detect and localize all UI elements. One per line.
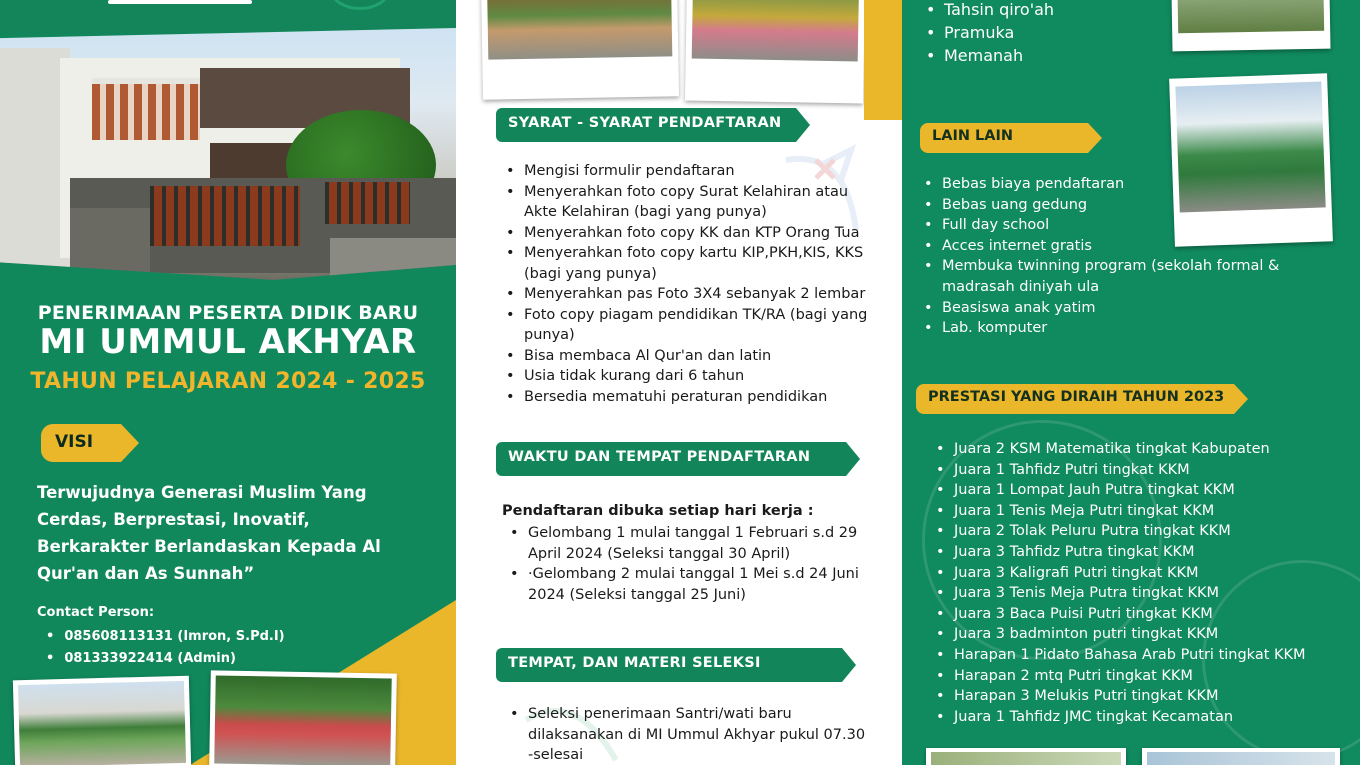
waktu-title: WAKTU DAN TEMPAT PENDAFTARAN <box>508 449 811 465</box>
waktu-list <box>504 523 864 605</box>
list-item: • Tahsin qiro'ah <box>920 0 1054 21</box>
waktu-intro: Pendaftaran dibuka setiap hari kerja : <box>502 503 814 519</box>
list-item: • ·Gelombang 2 mulai tanggal 1 Mei s.d 24 Juni 2024 (Seleksi tanggal 25 Juni) <box>504 564 864 605</box>
top-divider <box>108 0 252 4</box>
list-item: • Juara 3 Baca Puisi Putri tingkat KKM <box>930 604 1350 625</box>
photo-content <box>1147 752 1335 765</box>
contact-list <box>46 626 285 670</box>
list-item: • Seleksi penerimaan Santri/wati baru dilaksanakan di MI Ummul Akhyar pukul 07.30 -selesai <box>504 704 874 765</box>
bottom-photo-1 <box>926 748 1126 765</box>
top-strip <box>0 0 456 34</box>
photo-content <box>18 681 186 765</box>
tempat-title: TEMPAT, DAN MATERI SELEKSI <box>508 655 761 671</box>
ekskul-list <box>920 0 1054 67</box>
prestasi-list <box>930 439 1350 727</box>
list-item: • Juara 1 Lompat Jauh Putra tingkat KKM <box>930 480 1350 501</box>
front-wall <box>330 238 456 278</box>
photo-content <box>931 752 1121 765</box>
visi-line: Cerdas, Berprestasi, Inovatif, <box>37 510 310 529</box>
list-item: • Usia tidak kurang dari 6 tahun <box>500 366 868 387</box>
list-item: • Harapan 3 Melukis Putri tingkat KKM <box>930 686 1350 707</box>
list-item: • Gelombang 1 mulai tanggal 1 Februari s.d 29 April 2024 (Seleksi tanggal 30 April) <box>504 523 864 564</box>
school-name-title: MI UMMUL AKHYAR <box>39 322 417 362</box>
list-item: • Pramuka <box>920 21 1054 44</box>
list-item: • Memanah <box>920 44 1054 67</box>
list-item: • Full day school <box>918 215 1288 236</box>
title-subheading: PENERIMAAN PESERTA DIDIK BARU <box>37 302 419 324</box>
list-item: • Lab. komputer <box>918 318 1288 339</box>
list-item: • Juara 3 Kaligrafi Putri tingkat KKM <box>930 563 1350 584</box>
list-item: • Juara 3 badminton putri tingkat KKM <box>930 624 1350 645</box>
bottom-photo-2 <box>1142 748 1340 765</box>
list-item: • Harapan 2 mtq Putri tingkat KKM <box>930 666 1350 687</box>
photo-content <box>1178 0 1325 33</box>
list-item: • Juara 2 KSM Matematika tingkat Kabupaten <box>930 439 1350 460</box>
list-item: • Juara 2 Tolak Peluru Putra tingkat KKM <box>930 521 1350 542</box>
right-panel <box>902 0 1360 765</box>
fence-gate <box>150 186 300 246</box>
visi-line: Berkarakter Berlandaskan Kepada Al <box>37 537 381 556</box>
contact-item: • 085608113131 (Imron, S.Pd.I) <box>46 626 285 648</box>
students-photo-1 <box>13 676 191 765</box>
list-item: • Bisa membaca Al Qur'an dan latin <box>500 346 868 367</box>
list-item: • Foto copy piagam pendidikan TK/RA (bagi yang punya) <box>500 305 868 346</box>
list-item: • Membuka twinning program (sekolah formal & madrasah diniyah ula <box>918 256 1288 297</box>
prestasi-banner <box>916 384 1234 414</box>
students-photo-2 <box>209 670 397 765</box>
list-item: • Juara 3 Tenis Meja Putra tingkat KKM <box>930 583 1350 604</box>
photo-content <box>487 0 672 60</box>
list-item: • Menyerahkan foto copy Surat Kelahiran atau Akte Kelahiran (bagi yang punya) <box>500 182 868 223</box>
list-item: • Beasiswa anak yatim <box>918 298 1288 319</box>
list-item: • Juara 1 Tahfidz JMC tingkat Kecamatan <box>930 707 1350 728</box>
prestasi-title: PRESTASI YANG DIRAIH TAHUN 2023 <box>928 389 1225 405</box>
academic-year: TAHUN PELAJARAN 2024 - 2025 <box>30 369 426 394</box>
list-item: • Juara 1 Tahfidz Putri tingkat KKM <box>930 460 1350 481</box>
list-item: • Mengisi formulir pendaftaran <box>500 161 868 182</box>
yellow-strip <box>864 0 902 120</box>
waktu-banner <box>496 442 846 476</box>
syarat-banner <box>496 108 796 142</box>
visi-line: Terwujudnya Generasi Muslim Yang <box>37 483 367 502</box>
activity-photo-1 <box>481 0 679 100</box>
list-item: • Bebas biaya pendaftaran <box>918 174 1288 195</box>
list-item: • Menyerahkan pas Foto 3X4 sebanyak 2 lembar <box>500 284 868 305</box>
contact-title: Contact Person: <box>37 605 155 620</box>
lain-lain-title: LAIN LAIN <box>932 128 1014 144</box>
contact-item: • 081333922414 (Admin) <box>46 648 285 670</box>
lain-lain-banner <box>920 123 1088 153</box>
school-building-photo <box>0 28 456 280</box>
list-item: • Juara 3 Tahfidz Putra tingkat KKM <box>930 542 1350 563</box>
archery-photo <box>1171 0 1330 51</box>
lain-lain-list <box>918 174 1288 339</box>
middle-panel <box>456 0 902 765</box>
list-item: • Harapan 1 Pidato Bahasa Arab Putri tingkat KKM <box>930 645 1350 666</box>
list-item: • Juara 1 Tenis Meja Putri tingkat KKM <box>930 501 1350 522</box>
left-panel <box>0 0 456 765</box>
visi-text <box>37 479 417 587</box>
visi-label: VISI <box>41 424 121 462</box>
list-item: • Bebas uang gedung <box>918 195 1288 216</box>
building-balcony <box>92 78 200 140</box>
list-item: • Acces internet gratis <box>918 236 1288 257</box>
syarat-list <box>500 161 868 407</box>
tempat-banner <box>496 648 842 682</box>
syarat-title: SYARAT - SYARAT PENDAFTARAN <box>508 115 782 131</box>
photo-content <box>214 675 392 765</box>
list-item: • Menyerahkan foto copy kartu KIP,PKH,KIS, KKS (bagi yang punya) <box>500 243 868 284</box>
list-item: • Menyerahkan foto copy KK dan KTP Orang Tua <box>500 223 868 244</box>
tempat-list <box>504 704 874 765</box>
activity-photo-2 <box>685 0 865 104</box>
list-item: • Bersedia mematuhi peraturan pendidikan <box>500 387 868 408</box>
fence-wall <box>70 208 150 273</box>
visi-line: Qur'an dan As Sunnah” <box>37 564 255 583</box>
fence-gate-2 <box>325 182 410 224</box>
photo-content <box>692 0 859 61</box>
